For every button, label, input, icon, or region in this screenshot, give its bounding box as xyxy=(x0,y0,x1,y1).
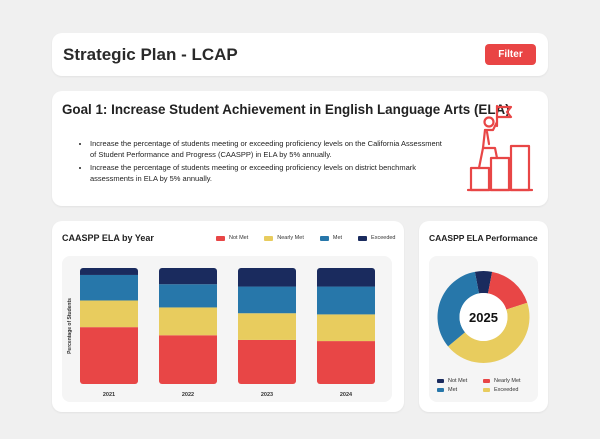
donut-center-label: 2025 xyxy=(469,310,498,325)
donut-chart-title: CAASPP ELA Performance xyxy=(429,233,538,243)
donut-legend-item xyxy=(437,378,483,384)
legend-swatch xyxy=(437,388,444,392)
bar-segment xyxy=(159,268,217,284)
donut-legend-item xyxy=(483,387,537,393)
legend-label: Nearly Met xyxy=(277,235,304,241)
bar-segment xyxy=(80,327,138,384)
bar-segment xyxy=(317,314,375,341)
legend-swatch xyxy=(358,236,367,241)
filter-button[interactable]: Filter xyxy=(485,44,536,65)
bar-segment xyxy=(238,268,296,287)
bar-chart-legend xyxy=(216,235,396,241)
y-axis-label: Percentage of Students xyxy=(67,298,73,354)
goal-bullet-list xyxy=(90,138,450,186)
bar-segment xyxy=(317,268,375,287)
goal-title: Goal 1: Increase Student Achievement in English Language Arts (ELA) xyxy=(62,102,510,117)
bar-chart-plot-area xyxy=(62,256,392,402)
legend-label: Met xyxy=(448,387,458,393)
legend-label: Met xyxy=(332,235,343,241)
legend-swatch xyxy=(264,236,273,241)
legend-item-met xyxy=(320,235,342,241)
legend-swatch xyxy=(320,236,329,241)
legend-label: Exceeded xyxy=(494,387,519,393)
bar-segment xyxy=(317,341,375,384)
bar-segment xyxy=(238,287,296,314)
bar-segment xyxy=(80,275,138,301)
legend-item-not-met xyxy=(216,235,248,241)
goal-card xyxy=(52,91,548,206)
legend-label: Not Met xyxy=(229,235,249,241)
bar-segment xyxy=(159,335,217,384)
bar-segment xyxy=(317,287,375,315)
bar-stack-2023 xyxy=(238,268,296,384)
goal-bullet: • Increase the percentage of students meeting or exceeding proficiency levels on the California Assessment of Student Performance and Progress (CAASPP) in ELA by 5% annually. xyxy=(90,138,450,160)
person-climbing-steps-with-flag-icon xyxy=(467,104,533,192)
donut-chart xyxy=(429,256,538,374)
legend-label: Exceeded xyxy=(371,235,396,241)
x-tick-label: 2024 xyxy=(339,392,353,398)
legend-swatch xyxy=(216,236,225,241)
stacked-bar-chart xyxy=(62,256,392,402)
bar-chart-title: CAASPP ELA by Year xyxy=(62,233,154,243)
x-tick-label: 2021 xyxy=(102,392,116,398)
legend-swatch xyxy=(437,379,444,383)
donut-chart-plot-area xyxy=(429,256,538,402)
legend-label: Nearly Met xyxy=(494,378,521,384)
donut-legend-item xyxy=(483,378,537,384)
bar-stack-2024 xyxy=(317,268,375,384)
header-card xyxy=(52,33,548,76)
bar-stack-2021 xyxy=(80,268,138,384)
bar-segment xyxy=(80,268,138,275)
bar-segment xyxy=(159,307,217,335)
x-tick-label: 2023 xyxy=(260,392,274,398)
x-tick-label: 2022 xyxy=(181,392,195,398)
bar-segment xyxy=(238,313,296,340)
bar-segment xyxy=(159,284,217,307)
legend-swatch xyxy=(483,379,490,383)
bar-chart-card xyxy=(52,221,404,412)
legend-swatch xyxy=(483,388,490,392)
legend-item-nearly-met xyxy=(264,235,304,241)
goal-bullet: • Increase the percentage of students meeting or exceeding proficiency levels on district benchmark assessments in ELA by 5% annually. xyxy=(90,162,450,184)
donut-chart-card xyxy=(419,221,548,412)
bar-segment xyxy=(80,300,138,327)
legend-item-exceeded xyxy=(358,235,395,241)
donut-chart-legend xyxy=(437,378,537,393)
bar-stack-2022 xyxy=(159,268,217,384)
legend-label: Not Met xyxy=(448,378,468,384)
bar-segment xyxy=(238,340,296,384)
page-title: Strategic Plan - LCAP xyxy=(63,45,238,64)
donut-legend-item xyxy=(437,387,483,393)
